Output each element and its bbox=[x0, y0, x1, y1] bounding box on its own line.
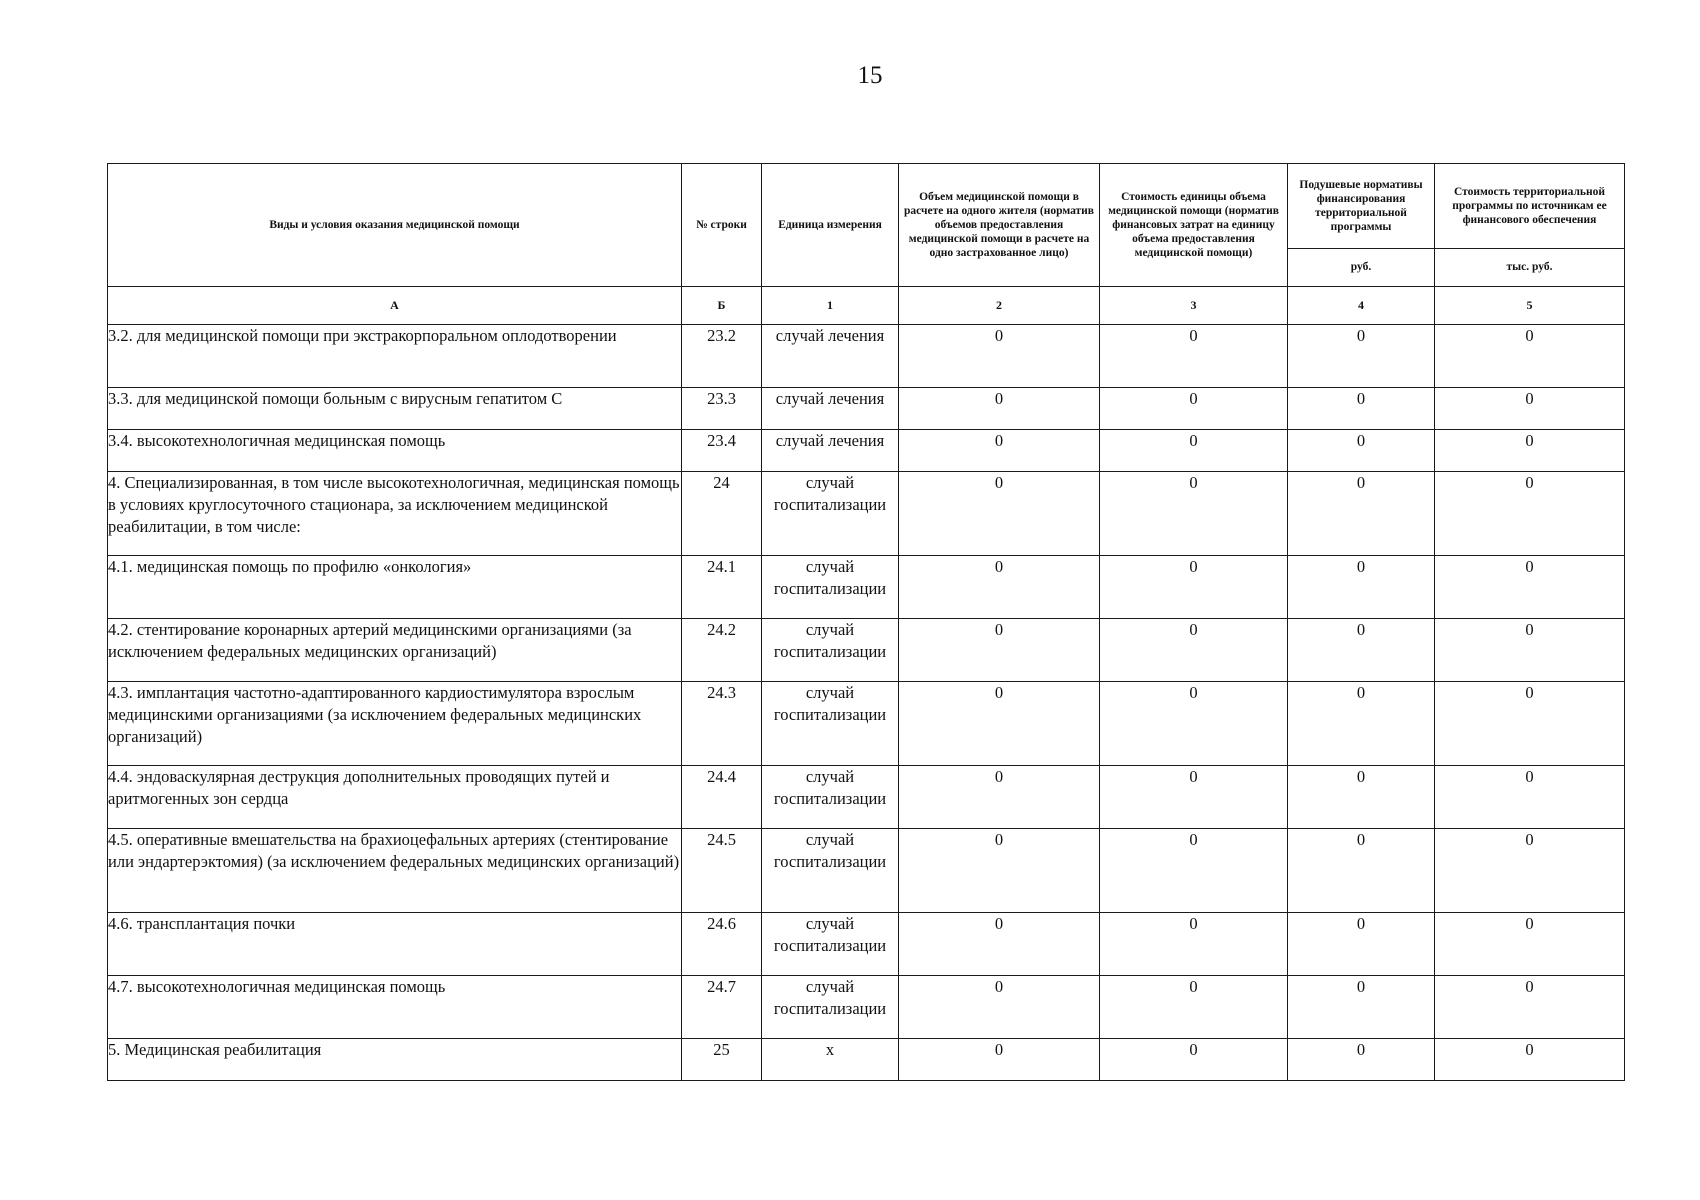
header-unit: Единица измерения bbox=[762, 164, 899, 287]
row-name: 3.3. для медицинской помощи больным с вирусным гепатитом С bbox=[108, 388, 682, 430]
table-row bbox=[108, 913, 1625, 976]
row-number: 23.2 bbox=[682, 325, 762, 388]
row-percapita: 0 bbox=[1288, 682, 1435, 766]
col-num-1: 1 bbox=[762, 287, 899, 325]
table-row bbox=[108, 766, 1625, 829]
table-row bbox=[108, 1039, 1625, 1081]
row-cost: 0 bbox=[1100, 388, 1288, 430]
table-row bbox=[108, 472, 1625, 556]
row-name: 4.7. высокотехнологичная медицинская помощь bbox=[108, 976, 682, 1039]
header-cost: Стоимость единицы объема медицинской помощи (норматив финансовых затрат на единицу объема предоставления медицинской помощи) bbox=[1100, 164, 1288, 287]
row-name: 4.5. оперативные вмешательства на брахиоцефальных артериях (стентирование или эндартерэктомия) (за исключением федеральных медицинских организаций) bbox=[108, 829, 682, 913]
row-number: 24.5 bbox=[682, 829, 762, 913]
row-program-cost: 0 bbox=[1435, 325, 1625, 388]
col-num-b: Б bbox=[682, 287, 762, 325]
row-cost: 0 bbox=[1100, 619, 1288, 682]
row-program-cost: 0 bbox=[1435, 682, 1625, 766]
row-name: 4.4. эндоваскулярная деструкция дополнительных проводящих путей и аритмогенных зон сердца bbox=[108, 766, 682, 829]
row-unit: случай госпитализации bbox=[762, 682, 899, 766]
row-name: 4.2. стентирование коронарных артерий медицинскими организациями (за исключением федеральных медицинских организаций) bbox=[108, 619, 682, 682]
row-percapita: 0 bbox=[1288, 325, 1435, 388]
table-row bbox=[108, 682, 1625, 766]
col-num-2: 2 bbox=[899, 287, 1100, 325]
row-number: 25 bbox=[682, 1039, 762, 1081]
row-unit: случай лечения bbox=[762, 388, 899, 430]
row-volume: 0 bbox=[899, 430, 1100, 472]
row-cost: 0 bbox=[1100, 829, 1288, 913]
row-percapita: 0 bbox=[1288, 829, 1435, 913]
row-program-cost: 0 bbox=[1435, 430, 1625, 472]
row-cost: 0 bbox=[1100, 913, 1288, 976]
row-percapita: 0 bbox=[1288, 1039, 1435, 1081]
row-unit: случай госпитализации bbox=[762, 913, 899, 976]
row-volume: 0 bbox=[899, 325, 1100, 388]
row-number: 24.4 bbox=[682, 766, 762, 829]
row-number: 23.3 bbox=[682, 388, 762, 430]
row-number: 24.1 bbox=[682, 556, 762, 619]
header-row-no: № строки bbox=[682, 164, 762, 287]
header-percapita-unit: руб. bbox=[1288, 249, 1435, 287]
row-number: 24.6 bbox=[682, 913, 762, 976]
row-number: 24.7 bbox=[682, 976, 762, 1039]
row-program-cost: 0 bbox=[1435, 556, 1625, 619]
row-program-cost: 0 bbox=[1435, 976, 1625, 1039]
row-volume: 0 bbox=[899, 1039, 1100, 1081]
row-unit: случай лечения bbox=[762, 325, 899, 388]
row-unit: случай госпитализации bbox=[762, 619, 899, 682]
col-num-3: 3 bbox=[1100, 287, 1288, 325]
row-percapita: 0 bbox=[1288, 619, 1435, 682]
row-number: 24 bbox=[682, 472, 762, 556]
row-volume: 0 bbox=[899, 682, 1100, 766]
row-volume: 0 bbox=[899, 388, 1100, 430]
row-volume: 0 bbox=[899, 556, 1100, 619]
table-row bbox=[108, 430, 1625, 472]
row-program-cost: 0 bbox=[1435, 472, 1625, 556]
row-cost: 0 bbox=[1100, 430, 1288, 472]
row-cost: 0 bbox=[1100, 472, 1288, 556]
page-number: 15 bbox=[857, 62, 883, 89]
row-program-cost: 0 bbox=[1435, 619, 1625, 682]
row-unit: случай госпитализации bbox=[762, 976, 899, 1039]
table-row bbox=[108, 976, 1625, 1039]
header-percapita: Подушевые нормативы финансирования территориальной программы bbox=[1288, 164, 1435, 249]
row-name: 4.1. медицинская помощь по профилю «онкология» bbox=[108, 556, 682, 619]
row-percapita: 0 bbox=[1288, 472, 1435, 556]
row-percapita: 0 bbox=[1288, 913, 1435, 976]
row-cost: 0 bbox=[1100, 976, 1288, 1039]
col-num-a: А bbox=[108, 287, 682, 325]
row-percapita: 0 bbox=[1288, 430, 1435, 472]
row-cost: 0 bbox=[1100, 1039, 1288, 1081]
row-percapita: 0 bbox=[1288, 388, 1435, 430]
row-volume: 0 bbox=[899, 829, 1100, 913]
row-volume: 0 bbox=[899, 913, 1100, 976]
row-program-cost: 0 bbox=[1435, 829, 1625, 913]
row-cost: 0 bbox=[1100, 682, 1288, 766]
row-unit: случай госпитализации bbox=[762, 472, 899, 556]
row-unit: случай госпитализации bbox=[762, 556, 899, 619]
row-percapita: 0 bbox=[1288, 766, 1435, 829]
col-num-4: 4 bbox=[1288, 287, 1435, 325]
row-program-cost: 0 bbox=[1435, 766, 1625, 829]
row-cost: 0 bbox=[1100, 556, 1288, 619]
row-unit: случай госпитализации bbox=[762, 829, 899, 913]
row-percapita: 0 bbox=[1288, 556, 1435, 619]
table-row bbox=[108, 325, 1625, 388]
row-cost: 0 bbox=[1100, 325, 1288, 388]
row-percapita: 0 bbox=[1288, 976, 1435, 1039]
column-numbers-row bbox=[108, 287, 1625, 325]
row-name: 5. Медицинская реабилитация bbox=[108, 1039, 682, 1081]
row-name: 4.3. имплантация частотно-адаптированного кардиостимулятора взрослым медицинскими организациями (за исключением федеральных медицинских организаций) bbox=[108, 682, 682, 766]
row-cost: 0 bbox=[1100, 766, 1288, 829]
row-name: 3.4. высокотехнологичная медицинская помощь bbox=[108, 430, 682, 472]
row-unit: случай лечения bbox=[762, 430, 899, 472]
row-number: 24.3 bbox=[682, 682, 762, 766]
row-volume: 0 bbox=[899, 619, 1100, 682]
table-row bbox=[108, 388, 1625, 430]
col-num-5: 5 bbox=[1435, 287, 1625, 325]
row-program-cost: 0 bbox=[1435, 388, 1625, 430]
header-program-cost-unit: тыс. руб. bbox=[1435, 249, 1625, 287]
row-volume: 0 bbox=[899, 472, 1100, 556]
row-unit: случай госпитализации bbox=[762, 766, 899, 829]
table-row bbox=[108, 619, 1625, 682]
row-name: 4. Специализированная, в том числе высокотехнологичная, медицинская помощь в условиях круглосуточного стационара, за исключением медицинской реабилитации, в том числе: bbox=[108, 472, 682, 556]
header-kind: Виды и условия оказания медицинской помощи bbox=[108, 164, 682, 287]
row-volume: 0 bbox=[899, 976, 1100, 1039]
row-name: 3.2. для медицинской помощи при экстракорпоральном оплодотворении bbox=[108, 325, 682, 388]
row-program-cost: 0 bbox=[1435, 913, 1625, 976]
header-volume: Объем медицинской помощи в расчете на одного жителя (норматив объемов предоставления медицинской помощи в расчете на одно застрахованное лицо) bbox=[899, 164, 1100, 287]
row-volume: 0 bbox=[899, 766, 1100, 829]
medical-care-table bbox=[107, 163, 1625, 1081]
header-program-cost: Стоимость территориальной программы по источникам ее финансового обеспечения bbox=[1435, 164, 1625, 249]
row-program-cost: 0 bbox=[1435, 1039, 1625, 1081]
row-name: 4.6. трансплантация почки bbox=[108, 913, 682, 976]
row-unit: х bbox=[762, 1039, 899, 1081]
row-number: 23.4 bbox=[682, 430, 762, 472]
table-row bbox=[108, 556, 1625, 619]
row-number: 24.2 bbox=[682, 619, 762, 682]
table-row bbox=[108, 829, 1625, 913]
